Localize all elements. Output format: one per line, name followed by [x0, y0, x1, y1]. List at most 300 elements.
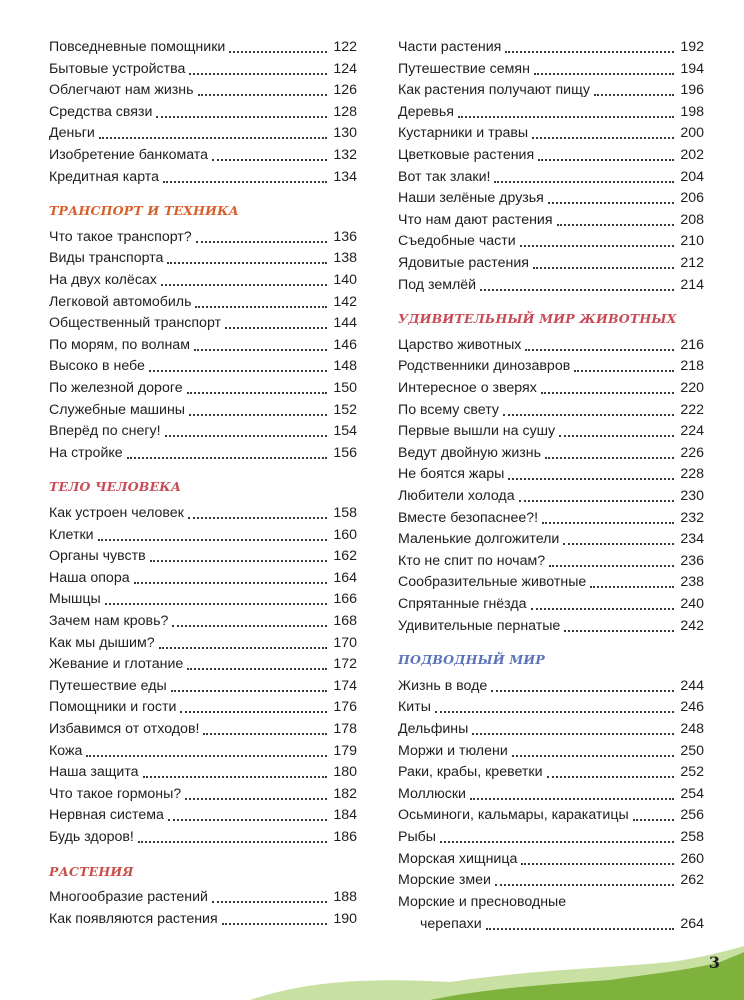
toc-entry[interactable] — [49, 908, 357, 930]
dot-leader — [563, 543, 674, 545]
toc-entry-title: Спрятанные гнёзда — [398, 596, 527, 612]
toc-page-number: 138 — [333, 250, 357, 267]
toc-page-number: 230 — [680, 488, 704, 504]
toc-entry-title: Как появляются растения — [49, 910, 218, 927]
toc-entry[interactable] — [398, 355, 704, 377]
toc-page-number: 176 — [333, 699, 357, 716]
toc-entry[interactable] — [398, 740, 704, 762]
dot-leader — [594, 94, 674, 96]
toc-page-number: 210 — [680, 233, 704, 250]
toc-entry-title: Цветковые растения — [398, 147, 535, 163]
toc-page-number: 246 — [680, 699, 704, 716]
toc-entry[interactable] — [49, 632, 357, 654]
toc-page-number: 218 — [680, 358, 704, 375]
dot-leader — [203, 733, 327, 735]
toc-page-number: 188 — [333, 889, 357, 906]
toc-page-number: 170 — [333, 634, 357, 651]
dot-leader — [187, 392, 327, 394]
section-heading: РАСТЕНИЯ — [49, 863, 134, 879]
toc-page-number: 178 — [333, 721, 357, 737]
toc-page-number: 228 — [680, 466, 704, 483]
toc-entry[interactable] — [49, 312, 357, 334]
toc-entry[interactable] — [398, 187, 704, 209]
dot-leader — [86, 755, 327, 757]
dot-leader — [534, 73, 674, 75]
toc-page-number: 226 — [680, 444, 704, 461]
toc-entry-title: Путешествие семян — [398, 60, 530, 77]
toc-entry[interactable] — [398, 593, 704, 615]
dot-leader — [542, 522, 674, 524]
dot-leader — [533, 267, 674, 269]
toc-page-number: 196 — [680, 82, 704, 99]
toc-entry-title: Высоко в небе — [49, 358, 145, 375]
toc-entry-title: Первые вышли на сушу — [398, 423, 556, 440]
toc-entry-title: Избавимся от отходов! — [49, 721, 200, 737]
dot-leader — [212, 901, 327, 903]
dot-leader — [590, 586, 674, 588]
toc-entry-title: По морям, по волнам — [49, 336, 190, 353]
toc-page-number: 180 — [333, 764, 357, 781]
toc-entry[interactable] — [398, 166, 704, 188]
toc-entry[interactable] — [398, 891, 704, 935]
toc-entry-title: Многообразие растений — [49, 889, 208, 906]
toc-entry[interactable] — [398, 334, 704, 356]
section-heading: ТРАНСПОРТ И ТЕХНИКА — [49, 203, 240, 219]
toc-entry-title: Что такое транспорт? — [49, 228, 192, 245]
toc-entry[interactable] — [49, 79, 357, 101]
toc-page-number: 192 — [680, 39, 704, 55]
toc-page-number: 172 — [333, 656, 357, 673]
toc-entry-title: Будь здоров! — [49, 829, 134, 845]
toc-entry[interactable] — [398, 761, 704, 783]
toc-entry-title: Съедобные части — [398, 233, 516, 250]
toc-entry[interactable] — [49, 718, 357, 740]
toc-entry[interactable] — [398, 377, 704, 399]
dot-leader — [548, 202, 674, 204]
toc-page-number: 150 — [333, 380, 357, 396]
grass-decoration — [250, 940, 744, 1000]
toc-entry-title: По всему свету — [398, 401, 499, 418]
toc-entry-title: Рыбы — [398, 829, 436, 845]
toc-entry[interactable] — [398, 101, 704, 123]
toc-entry[interactable] — [398, 399, 704, 421]
toc-entry-title: Родственники динозавров — [398, 358, 571, 375]
dot-leader — [531, 608, 674, 610]
toc-entry-title: Кредитная карта — [49, 168, 160, 185]
dot-leader — [198, 94, 328, 96]
toc-entry-title: На двух колёсах — [49, 272, 157, 288]
toc-entry-title: Виды транспорта — [49, 250, 164, 267]
toc-page-number: 158 — [333, 505, 357, 521]
toc-entry-title: Морские змеи — [398, 872, 491, 889]
toc-entry-title: Повседневные помощники — [49, 39, 226, 55]
toc-entry[interactable] — [49, 144, 357, 166]
toc-page-number: 234 — [680, 531, 704, 548]
toc-entry[interactable] — [49, 524, 357, 546]
toc-page-number: 198 — [680, 103, 704, 120]
dot-leader — [187, 668, 327, 670]
section-heading: ПОДВОДНЫЙ МИР — [398, 652, 546, 668]
dot-leader — [538, 159, 674, 161]
dot-leader — [545, 457, 674, 459]
dot-leader — [195, 306, 327, 308]
toc-entry-title: Наши зелёные друзья — [398, 190, 544, 207]
toc-entry-title: Кто не спит по ночам? — [398, 552, 546, 569]
toc-entry-title: Что нам дают растения — [398, 211, 553, 228]
dot-leader — [156, 116, 327, 118]
toc-entry[interactable] — [398, 442, 704, 464]
toc-entry[interactable] — [49, 696, 357, 718]
toc-page-number: 154 — [333, 423, 357, 440]
toc-entry[interactable] — [49, 804, 357, 826]
toc-page-number: 128 — [333, 103, 357, 120]
toc-page-number: 250 — [680, 742, 704, 759]
toc-page-number: 186 — [333, 829, 357, 845]
toc-entry-title-cont: черепахи — [420, 915, 482, 932]
dot-leader — [564, 630, 674, 632]
dot-leader — [495, 884, 674, 886]
toc-entry[interactable] — [398, 209, 704, 231]
toc-entry[interactable] — [398, 58, 704, 80]
toc-entry-title: Дельфины — [398, 721, 469, 737]
toc-entry-title: Вперёд по снегу! — [49, 423, 161, 440]
dot-leader — [185, 798, 327, 800]
toc-entry-title: Ведут двойную жизнь — [398, 444, 541, 461]
toc-page-number: 222 — [680, 401, 704, 418]
toc-entry-title: Деревья — [398, 103, 454, 120]
toc-entry-title: Наша защита — [49, 764, 139, 781]
toc-entry[interactable] — [398, 79, 704, 101]
toc-page-number: 220 — [680, 380, 704, 396]
dot-leader — [165, 435, 327, 437]
toc-page-number: 148 — [333, 358, 357, 375]
page-number: 3 — [708, 953, 720, 972]
toc-entry[interactable] — [398, 869, 704, 891]
toc-entry[interactable] — [49, 545, 357, 567]
toc-entry-title: Киты — [398, 699, 431, 716]
toc-page-number: 130 — [333, 125, 357, 142]
toc-page-number: 262 — [680, 872, 704, 889]
dot-leader — [105, 603, 327, 605]
toc-page-number: 254 — [680, 785, 704, 802]
toc-entry[interactable] — [398, 615, 704, 637]
toc-entry-title: Зачем нам кровь? — [49, 613, 169, 629]
dot-leader — [440, 841, 674, 843]
toc-entry[interactable] — [398, 826, 704, 848]
toc-entry-title: Органы чувств — [49, 548, 146, 565]
toc-entry[interactable] — [398, 463, 704, 485]
toc-entry[interactable] — [398, 122, 704, 144]
dot-leader — [505, 51, 674, 53]
toc-page-number: 212 — [680, 255, 704, 271]
toc-entry-title: Осьминоги, кальмары, каракатицы — [398, 807, 629, 824]
dot-leader — [486, 928, 674, 930]
toc-entry[interactable] — [398, 420, 704, 442]
toc-entry-title: Клетки — [49, 526, 94, 543]
toc-page-number: 124 — [333, 60, 357, 77]
toc-entry-title: Кустарники и травы — [398, 125, 529, 142]
dot-leader — [143, 776, 327, 778]
toc-page-number: 206 — [680, 190, 704, 207]
dot-leader — [229, 51, 327, 53]
toc-page-number: 238 — [680, 574, 704, 591]
section-heading: ТЕЛО ЧЕЛОВЕКА — [49, 479, 182, 495]
toc-entry-title: Облегчают нам жизнь — [49, 82, 194, 99]
toc-entry[interactable] — [49, 101, 357, 123]
toc-entry[interactable] — [398, 252, 704, 274]
toc-page-number: 132 — [333, 147, 357, 163]
toc-entry[interactable] — [49, 420, 357, 442]
toc-entry[interactable] — [398, 230, 704, 252]
toc-entry-title: Как устроен человек — [49, 505, 184, 521]
toc-entry-title: Морская хищница — [398, 850, 518, 867]
toc-entry[interactable] — [49, 886, 357, 908]
dot-leader — [521, 863, 674, 865]
dot-leader — [99, 137, 327, 139]
dot-leader — [163, 181, 327, 183]
toc-entry[interactable] — [49, 334, 357, 356]
toc-entry[interactable] — [398, 848, 704, 870]
toc-entry[interactable] — [49, 567, 357, 589]
dot-leader — [196, 241, 327, 243]
toc-entry[interactable] — [49, 166, 357, 188]
dot-leader — [159, 647, 327, 649]
toc-entry[interactable] — [49, 502, 357, 524]
toc-page-number: 122 — [333, 39, 357, 55]
toc-entry-title: Удивительные пернатые — [398, 617, 561, 634]
toc-page-number: 264 — [680, 915, 704, 932]
dot-leader — [194, 349, 327, 351]
toc-entry[interactable] — [49, 226, 357, 248]
toc-entry[interactable] — [49, 740, 357, 762]
toc-page-number: 236 — [680, 552, 704, 569]
toc-page-number: 214 — [680, 276, 704, 293]
toc-entry-title: Части растения — [398, 39, 502, 55]
toc-page-number: 242 — [680, 617, 704, 634]
toc-page-number: 126 — [333, 82, 357, 99]
toc-entry-title: Не боятся жары — [398, 466, 505, 483]
dot-leader — [149, 370, 327, 372]
toc-page-number: 244 — [680, 677, 704, 694]
toc-entry[interactable] — [398, 485, 704, 507]
toc-entry-title: Средства связи — [49, 103, 153, 120]
toc-page-number: 140 — [333, 272, 357, 288]
toc-entry[interactable] — [49, 588, 357, 610]
toc-page-number: 204 — [680, 168, 704, 185]
dot-leader — [470, 798, 674, 800]
toc-entry[interactable] — [49, 442, 357, 464]
toc-entry[interactable] — [49, 58, 357, 80]
toc-page-number: 208 — [680, 211, 704, 228]
dot-leader — [189, 414, 327, 416]
toc-entry-title: Легковой автомобиль — [49, 293, 192, 310]
toc-page-number: 240 — [680, 596, 704, 612]
toc-page-number: 256 — [680, 807, 704, 824]
toc-entry[interactable] — [49, 122, 357, 144]
toc-page-number: 179 — [333, 742, 357, 759]
toc-entry-title: Как растения получают пищу — [398, 82, 591, 99]
dot-leader — [633, 819, 674, 821]
toc-entry[interactable] — [49, 377, 357, 399]
dot-leader — [188, 517, 327, 519]
toc-entry-title: Мышцы — [49, 591, 101, 608]
toc-page-number: 190 — [333, 910, 357, 927]
toc-entry-title: Моржи и тюлени — [398, 742, 508, 759]
toc-entry-title: Раки, крабы, креветки — [398, 764, 543, 781]
toc-page-number: 232 — [680, 509, 704, 526]
toc-page-number: 224 — [680, 423, 704, 440]
dot-leader — [180, 711, 327, 713]
toc-page-number: 258 — [680, 829, 704, 845]
toc-entry-title: Нервная система — [49, 807, 164, 824]
toc-entry[interactable] — [398, 783, 704, 805]
dot-leader — [508, 478, 674, 480]
toc-entry[interactable] — [398, 36, 704, 58]
toc-entry[interactable] — [49, 269, 357, 291]
toc-entry[interactable] — [398, 550, 704, 572]
dot-leader — [134, 582, 327, 584]
toc-page-number: 136 — [333, 228, 357, 245]
toc-entry[interactable] — [49, 761, 357, 783]
dot-leader — [127, 457, 327, 459]
dot-leader — [541, 392, 674, 394]
toc-entry-title: По железной дороге — [49, 380, 183, 396]
toc-page-number: 146 — [333, 336, 357, 353]
dot-leader — [98, 539, 327, 541]
dot-leader — [171, 690, 327, 692]
toc-page-number: 162 — [333, 548, 357, 565]
toc-entry-title: Маленькие долгожители — [398, 531, 560, 548]
dot-leader — [494, 181, 674, 183]
toc-entry[interactable] — [398, 528, 704, 550]
toc-entry[interactable] — [49, 783, 357, 805]
toc-entry[interactable] — [49, 355, 357, 377]
toc-entry-title: Что такое гормоны? — [49, 785, 182, 802]
toc-page-number: 142 — [333, 293, 357, 310]
toc-entry-title: Жизнь в воде — [398, 677, 488, 694]
dot-leader — [549, 565, 674, 567]
toc-page-number: 144 — [333, 315, 357, 332]
dot-leader — [520, 245, 674, 247]
toc-entry[interactable] — [398, 675, 704, 697]
dot-leader — [168, 819, 327, 821]
toc-entry[interactable] — [398, 804, 704, 826]
dot-leader — [525, 349, 674, 351]
dot-leader — [225, 327, 327, 329]
toc-entry-title: Как мы дышим? — [49, 634, 155, 651]
toc-entry[interactable] — [49, 675, 357, 697]
toc-entry[interactable] — [49, 247, 357, 269]
toc-entry-title: Царство животных — [398, 336, 522, 353]
toc-page-number: 202 — [680, 147, 704, 163]
dot-leader — [519, 500, 674, 502]
dot-leader — [559, 435, 674, 437]
toc-page-number: 182 — [333, 785, 357, 802]
toc-entry-title: На стройке — [49, 444, 123, 461]
section-heading: УДИВИТЕЛЬНЫЙ МИР ЖИВОТНЫХ — [398, 311, 677, 327]
dot-leader — [189, 73, 327, 75]
toc-entry-title: Общественный транспорт — [49, 315, 222, 332]
toc-page-number: 160 — [333, 526, 357, 543]
dot-leader — [532, 137, 674, 139]
toc-entry[interactable] — [49, 610, 357, 632]
toc-entry-title: Деньги — [49, 125, 95, 142]
toc-page-number: 134 — [333, 168, 357, 185]
toc-page-number: 216 — [680, 336, 704, 353]
toc-entry[interactable] — [398, 571, 704, 593]
toc-entry-title: Ядовитые растения — [398, 255, 529, 271]
dot-leader — [212, 159, 327, 161]
toc-page-number: 174 — [333, 677, 357, 694]
toc-entry[interactable] — [49, 36, 357, 58]
toc-entry[interactable] — [49, 826, 357, 848]
toc-page-number: 164 — [333, 569, 357, 586]
dot-leader — [491, 690, 674, 692]
toc-entry-title: Изобретение банкомата — [49, 147, 209, 163]
dot-leader — [503, 414, 674, 416]
toc-page-number: 184 — [333, 807, 357, 824]
toc-page-number: 260 — [680, 850, 704, 867]
toc-entry-title: Помощники и гости — [49, 699, 177, 716]
dot-leader — [167, 262, 327, 264]
dot-leader — [138, 841, 327, 843]
dot-leader — [557, 224, 674, 226]
toc-entry-title: Под землёй — [398, 276, 477, 293]
toc-entry[interactable] — [398, 696, 704, 718]
toc-page-number: 194 — [680, 60, 704, 77]
toc-page-number: 200 — [680, 125, 704, 142]
toc-entry[interactable] — [398, 507, 704, 529]
toc-entry-title: Интересное о зверях — [398, 380, 537, 396]
toc-page-number: 156 — [333, 444, 357, 461]
toc-entry-title: Моллюски — [398, 785, 466, 802]
toc-entry[interactable] — [49, 653, 357, 675]
toc-entry-title: Служебные машины — [49, 401, 185, 418]
toc-entry-title: Сообразительные животные — [398, 574, 587, 591]
toc-entry-title: Бытовые устройства — [49, 60, 186, 77]
toc-page-number: 168 — [333, 613, 357, 629]
toc-entry-title: Морские и пресноводные — [398, 893, 567, 910]
toc-entry-title: Кожа — [49, 742, 83, 759]
toc-page-number: 152 — [333, 401, 357, 418]
dot-leader — [547, 776, 674, 778]
toc-entry[interactable] — [398, 274, 704, 296]
dot-leader — [435, 711, 674, 713]
toc-entry-title: Наша опора — [49, 569, 130, 586]
dot-leader — [172, 625, 327, 627]
toc-entry[interactable] — [398, 144, 704, 166]
toc-entry-title: Путешествие еды — [49, 677, 167, 694]
toc-entry-title: Вот так злаки! — [398, 168, 491, 185]
toc-entry[interactable] — [49, 291, 357, 313]
toc-entry-title: Жевание и глотание — [49, 656, 184, 673]
dot-leader — [574, 370, 674, 372]
toc-entry[interactable] — [398, 718, 704, 740]
dot-leader — [472, 733, 674, 735]
dot-leader — [161, 284, 327, 286]
dot-leader — [480, 289, 674, 291]
toc-page-number: 252 — [680, 764, 704, 781]
toc-entry-title: Любители холода — [398, 488, 515, 504]
toc-page-number: 166 — [333, 591, 357, 608]
dot-leader — [512, 755, 674, 757]
toc-entry-title: Вместе безопаснее?! — [398, 509, 539, 526]
toc-page-number: 248 — [680, 721, 704, 737]
dot-leader — [458, 116, 674, 118]
toc-entry[interactable] — [49, 399, 357, 421]
dot-leader — [150, 560, 327, 562]
dot-leader — [222, 923, 327, 925]
